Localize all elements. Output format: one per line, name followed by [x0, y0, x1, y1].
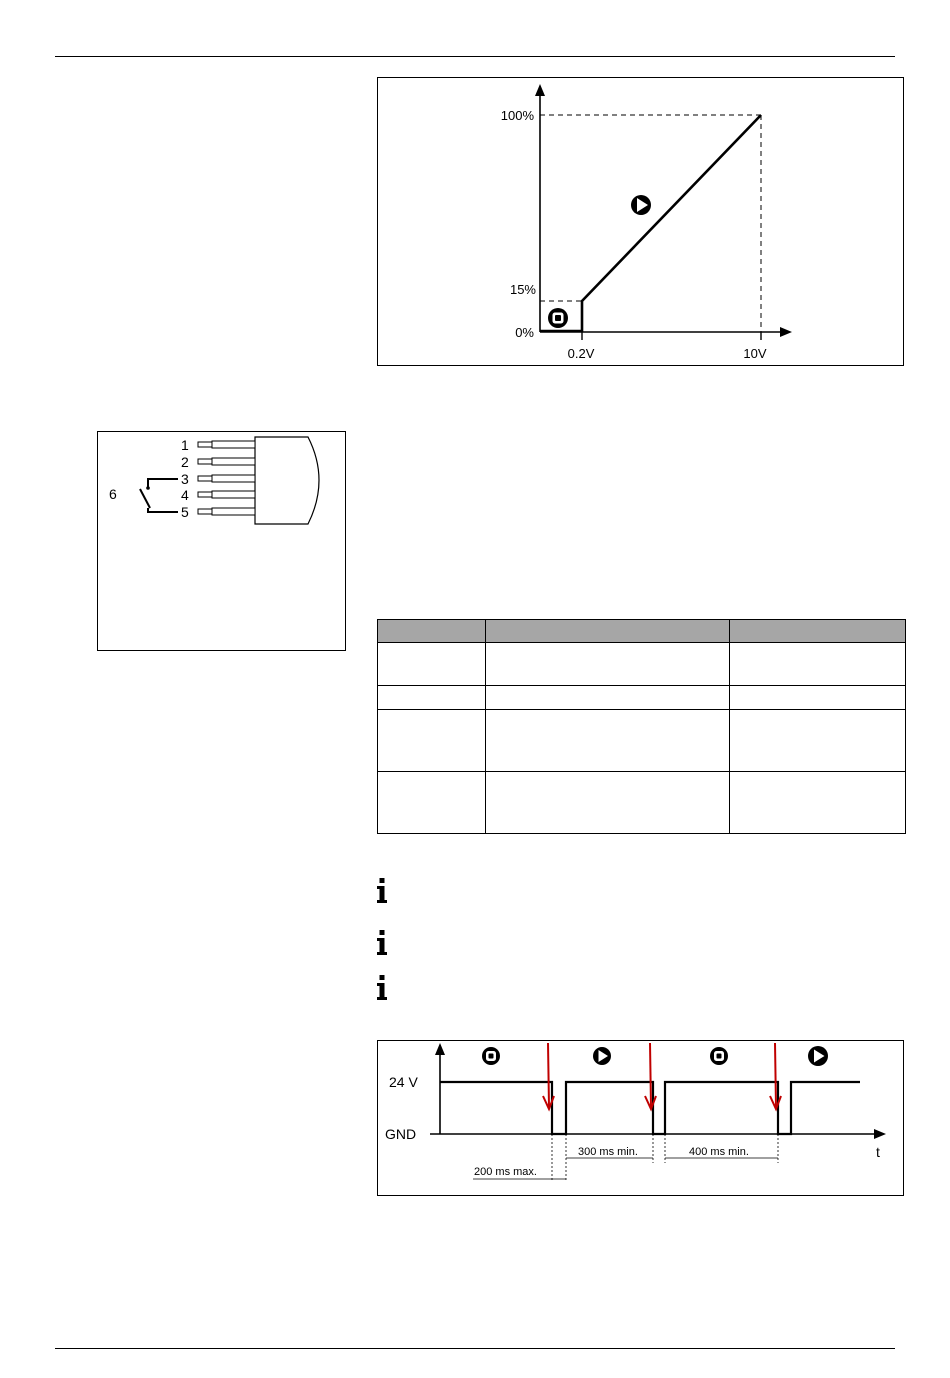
connector-pins: [198, 441, 255, 515]
switch-symbol: [140, 479, 178, 512]
connector-diagram: [97, 431, 346, 651]
table-row: [378, 710, 906, 772]
max-duration-label: 200 ms max.: [474, 1166, 537, 1178]
table-header-cell: [378, 620, 486, 643]
play-icon: [593, 1047, 611, 1065]
high-level-label: 24 V: [389, 1074, 418, 1090]
timing-y-arrow: [435, 1043, 445, 1055]
y-axis-arrow: [535, 84, 545, 96]
table-cell: [730, 710, 906, 772]
table-cell: [378, 710, 486, 772]
table-cell: [486, 772, 730, 834]
table-cell: [378, 772, 486, 834]
stop-icon: [482, 1047, 500, 1065]
table-cell: [730, 772, 906, 834]
connector-body: [255, 437, 319, 524]
timing-svg: [378, 1041, 905, 1197]
info-icon: [376, 930, 388, 956]
footer-rule: [55, 1348, 895, 1349]
control-curve-svg: [378, 78, 905, 367]
time-axis-label: t: [876, 1144, 880, 1160]
pulse-arrows: [543, 1043, 781, 1109]
info-icon: [376, 878, 388, 904]
connector-svg: [98, 432, 347, 652]
table-cell: [730, 686, 906, 710]
curve-line: [540, 115, 761, 331]
info-icon: [376, 975, 388, 1001]
switch-contact: [146, 486, 150, 490]
x-label-10v: 10V: [743, 346, 767, 361]
table-cell: [486, 686, 730, 710]
y-label-100: 100%: [500, 108, 534, 123]
table-header-cell: [730, 620, 906, 643]
table-cell: [486, 710, 730, 772]
x-label-02v: 0.2V: [567, 346, 595, 361]
pin-1-label: 1: [181, 437, 189, 453]
pin-4-label: 4: [181, 487, 189, 503]
pin-2-label: 2: [181, 454, 189, 470]
pin-5-label: 5: [181, 504, 189, 520]
table-row: [378, 686, 906, 710]
min-duration-label-1: 300 ms min.: [578, 1146, 638, 1158]
table-cell: [378, 686, 486, 710]
table-cell: [730, 643, 906, 686]
table-row: [378, 772, 906, 834]
low-level-label: GND: [385, 1126, 417, 1142]
table-header-cell: [486, 620, 730, 643]
table-header-row: [378, 620, 906, 643]
table-cell: [486, 643, 730, 686]
timing-diagram: [377, 1040, 904, 1196]
table-cell: [378, 643, 486, 686]
stop-icon: [548, 308, 568, 328]
min-duration-label-2: 400 ms min.: [689, 1146, 749, 1158]
x-axis-arrow: [780, 327, 792, 337]
y-label-0: 0%: [515, 325, 534, 340]
header-rule: [55, 56, 895, 57]
pin-3-label: 3: [181, 471, 189, 487]
stop-icon: [710, 1047, 728, 1065]
timing-x-arrow: [874, 1129, 886, 1139]
control-curve-diagram: [377, 77, 904, 366]
table-row: [378, 643, 906, 686]
spec-table: [377, 619, 906, 834]
play-icon: [631, 195, 651, 215]
play-icon: [808, 1046, 828, 1066]
switch-label: 6: [109, 486, 117, 502]
y-label-15: 15%: [509, 282, 536, 297]
